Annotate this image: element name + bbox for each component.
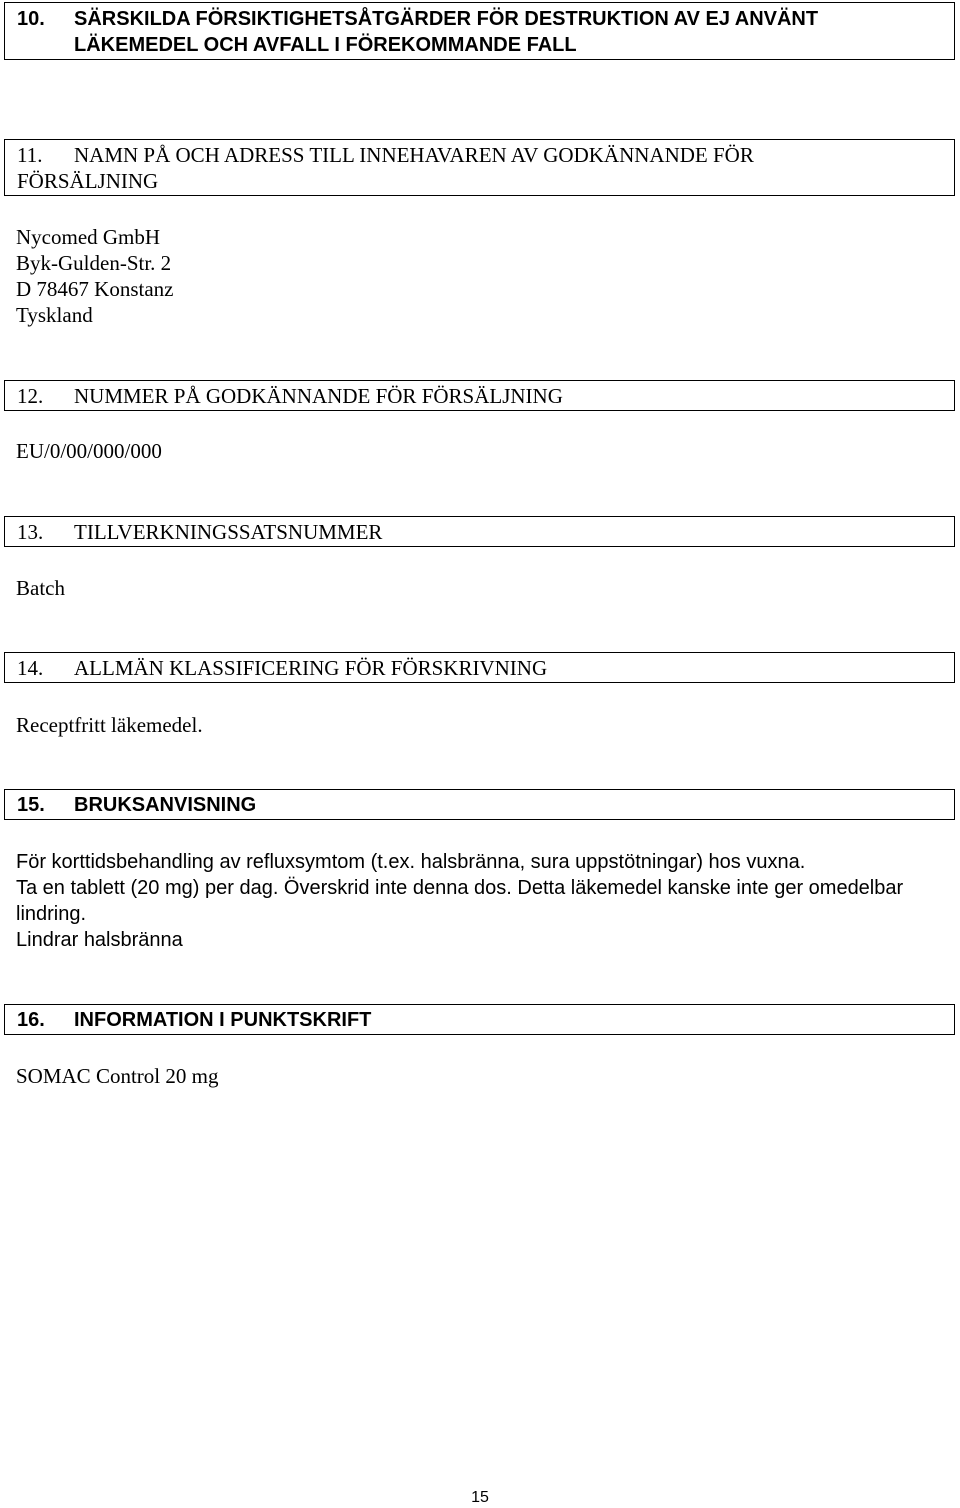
section-number: 14. <box>17 656 44 680</box>
section-number: 10. <box>17 8 45 30</box>
braille-text: SOMAC Control 20 mg <box>16 1064 219 1088</box>
holder-country: Tyskland <box>16 303 93 327</box>
section-title: SÄRSKILDA FÖRSIKTIGHETSÅTGÄRDER FÖR DESTRUKTION AV EJ ANVÄNT <box>74 8 819 30</box>
section-number: 13. <box>17 520 44 544</box>
section-11-header <box>4 139 955 196</box>
authorisation-number: EU/0/00/000/000 <box>16 439 162 463</box>
section-12-header <box>4 380 955 411</box>
classification-text: Receptfritt läkemedel. <box>16 713 203 737</box>
instructions-line: Lindrar halsbränna <box>16 929 183 951</box>
section-16-header <box>4 1004 955 1035</box>
section-number: 16. <box>17 1009 45 1031</box>
section-10-header <box>4 2 955 60</box>
holder-city: D 78467 Konstanz <box>16 277 174 301</box>
page-number: 15 <box>471 1489 489 1506</box>
section-number: 12. <box>17 384 44 408</box>
instructions-line: lindring. <box>16 903 87 925</box>
section-15-header <box>4 789 955 820</box>
section-title: TILLVERKNINGSSATSNUMMER <box>74 520 383 544</box>
section-title-continued: FÖRSÄLJNING <box>17 169 159 193</box>
section-13-header <box>4 516 955 547</box>
instructions-line: Ta en tablett (20 mg) per dag. Överskrid inte denna dos. Detta läkemedel kanske inte ger omedelbar <box>16 877 904 899</box>
holder-street: Byk-Gulden-Str. 2 <box>16 251 172 275</box>
section-number: 15. <box>17 794 45 816</box>
section-title: NAMN PÅ OCH ADRESS TILL INNEHAVAREN AV GODKÄNNANDE FÖR <box>74 143 754 167</box>
section-title: BRUKSANVISNING <box>74 794 257 816</box>
instructions-line: För korttidsbehandling av refluxsymtom (t.ex. halsbränna, sura uppstötningar) hos vuxna. <box>16 851 806 873</box>
section-14-header <box>4 652 955 683</box>
section-title-continued: LÄKEMEDEL OCH AVFALL I FÖREKOMMANDE FALL <box>74 34 577 56</box>
section-title: INFORMATION I PUNKTSKRIFT <box>74 1009 372 1031</box>
holder-name: Nycomed GmbH <box>16 225 161 249</box>
section-number: 11. <box>17 143 43 167</box>
section-title: NUMMER PÅ GODKÄNNANDE FÖR FÖRSÄLJNING <box>74 384 563 408</box>
batch-number: Batch <box>16 576 65 600</box>
section-title: ALLMÄN KLASSIFICERING FÖR FÖRSKRIVNING <box>74 656 548 680</box>
